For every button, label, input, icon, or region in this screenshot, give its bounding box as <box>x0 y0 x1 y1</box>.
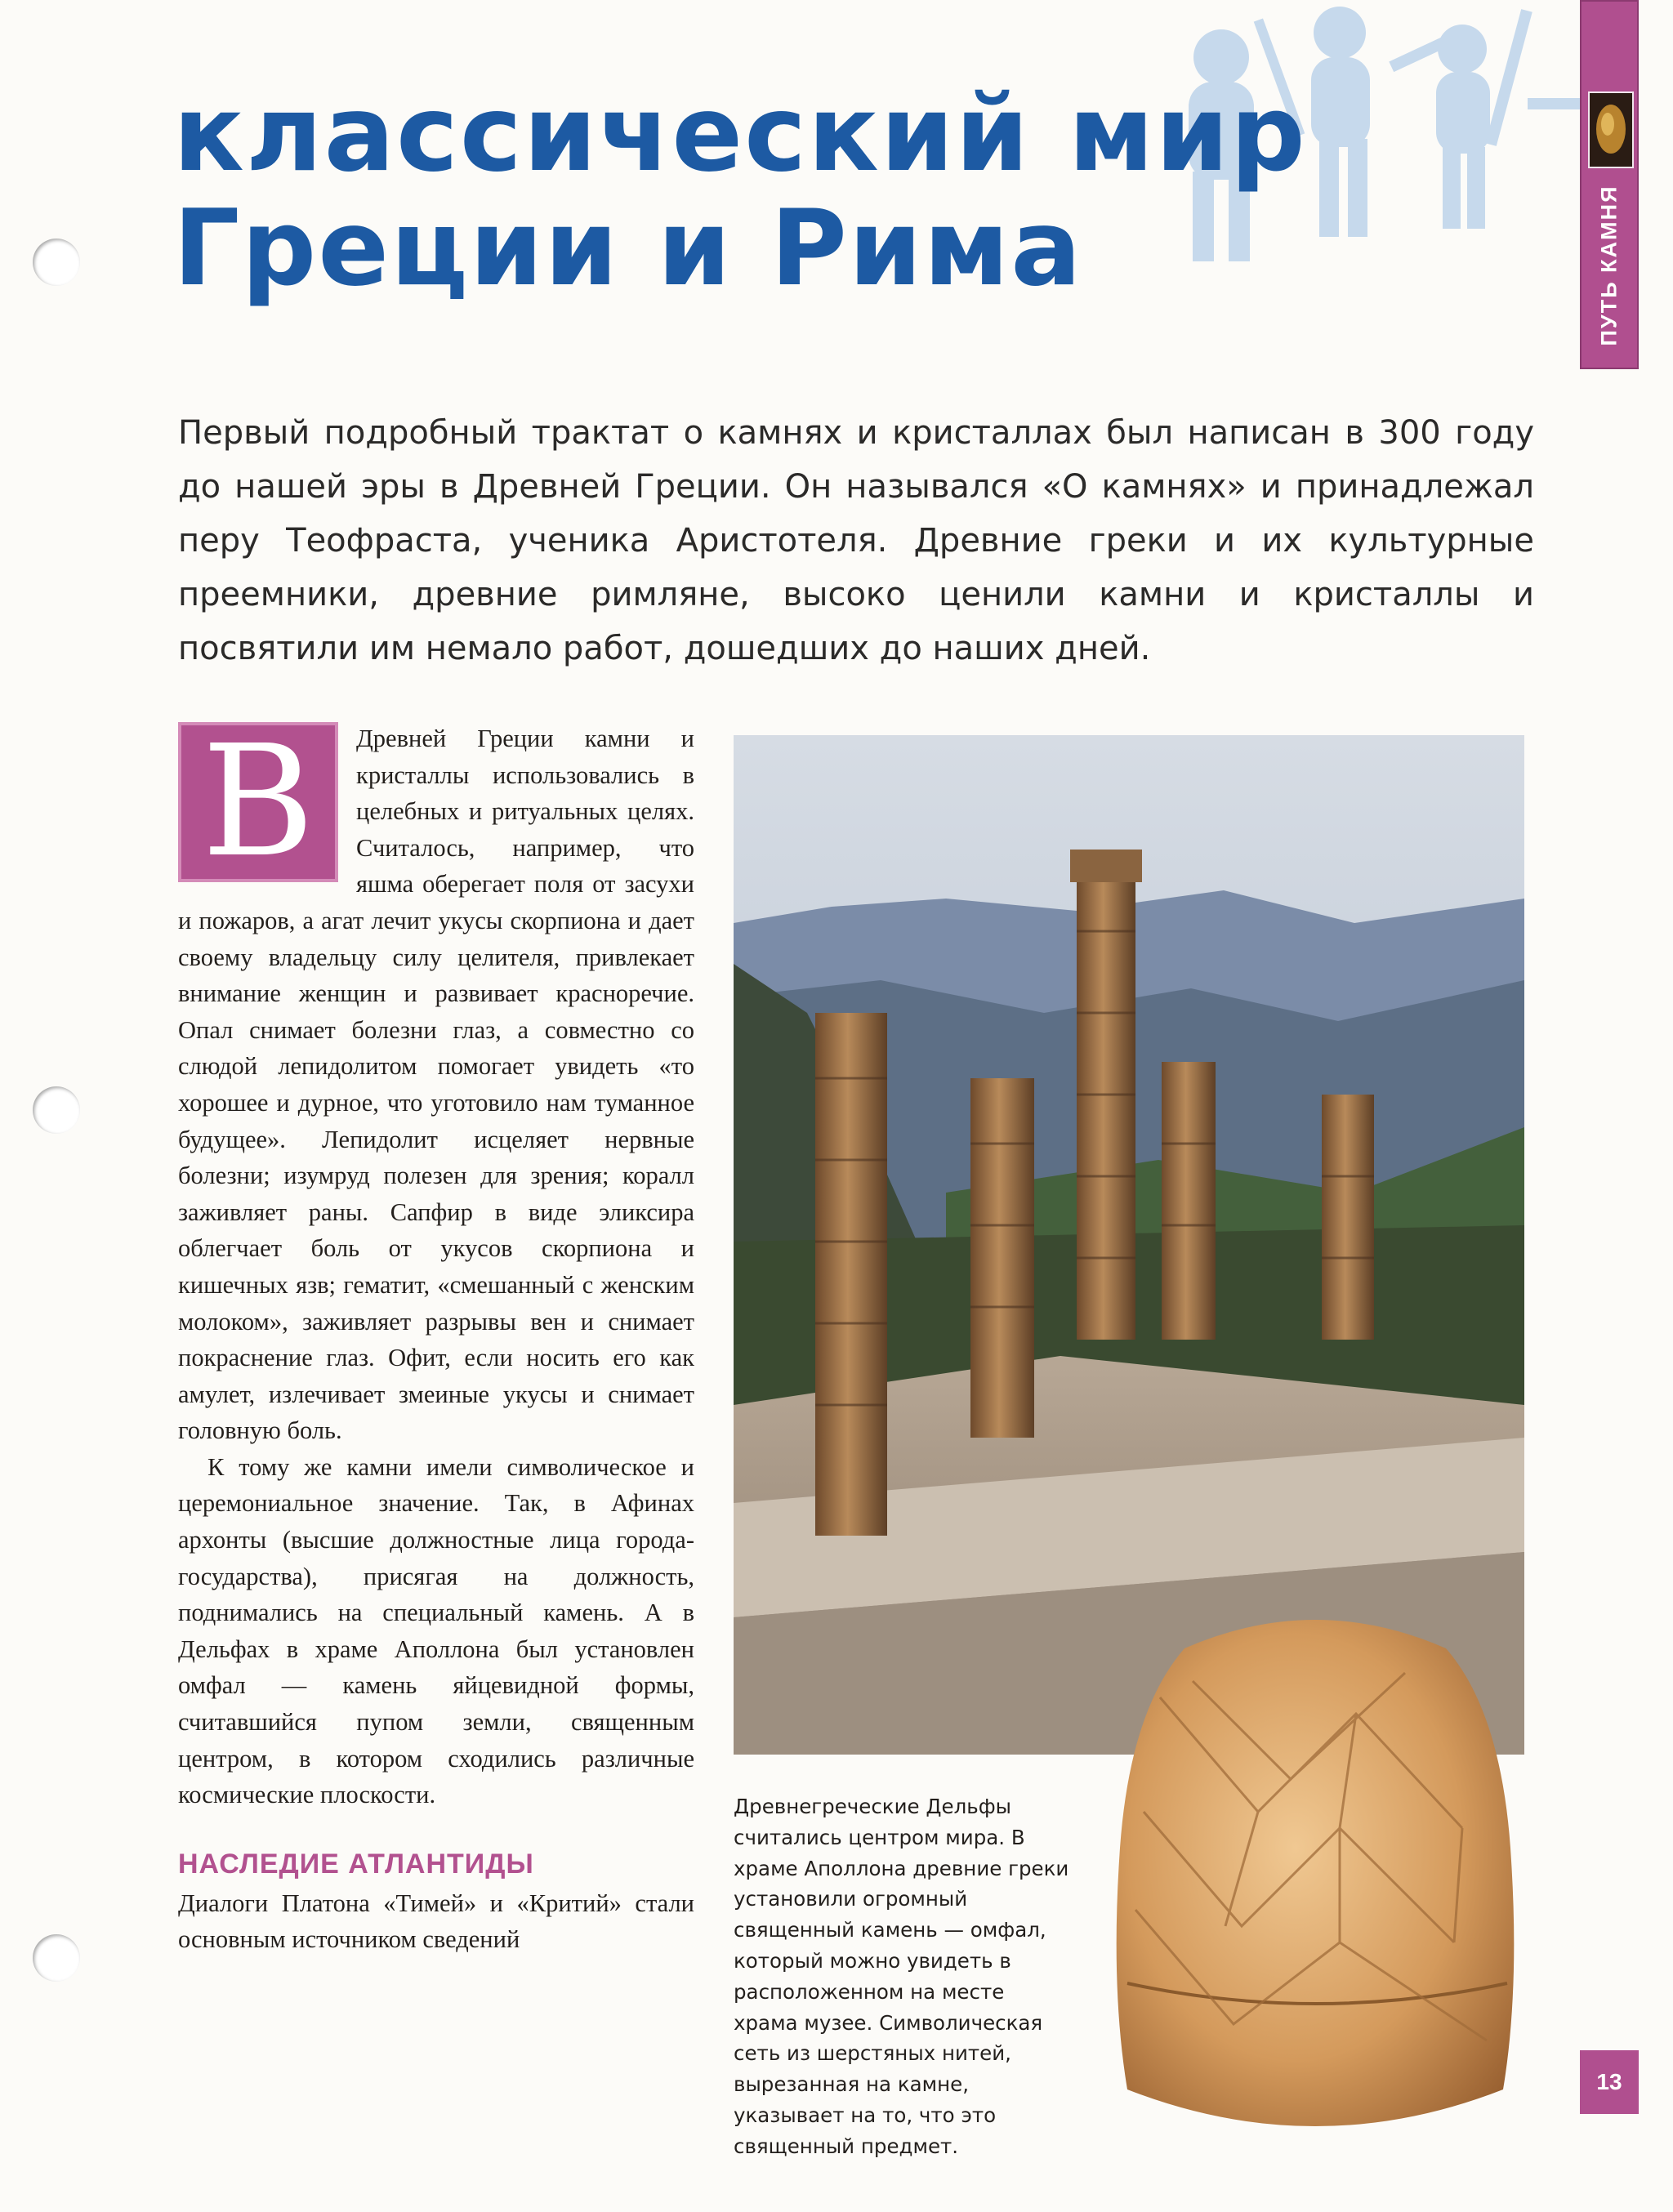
photo-caption: Древнегреческие Дельфы считались центром мира. В храме Аполлона древние греки установили огромный священный камень — омфал, который можно увидеть в расположенном на месте храма музее. Символическая сеть из шерстяных нитей, вырезанная на камне, указывает на то, что это священный предмет. <box>734 1795 1069 2158</box>
omphalos-stone-photo <box>1095 1599 1536 2163</box>
paragraph: Диалоги Платона «Тимей» и «Критий» стали основным источником сведений <box>178 1889 694 1954</box>
title-line-2: Греции и Рима <box>173 188 1083 310</box>
side-tab <box>1580 0 1639 369</box>
body-text <box>178 712 694 1958</box>
title-line-1: классический мир <box>173 74 1307 195</box>
page-title <box>173 74 1497 310</box>
binder-hole <box>33 239 80 286</box>
paragraph: К тому же камни имели символическое и церемониальное значение. Так, в Афинах архонты (высшие должностные лица города-государства), присягая на должность, поднимались на специальный камень. А в Дельфах в храме Аполлона был установлен омфал — камень яйцевидной формы, считавшийся пупом земли, священным центром, в котором сходились различные космические плоскости. <box>178 1452 694 1809</box>
subheading: НАСЛЕДИЕ АТЛАНТИДЫ <box>178 1848 534 1880</box>
section-label: ПУТЬ КАМНЯ <box>1596 185 1622 346</box>
stone-thumbnail <box>1588 91 1634 168</box>
page-number: 13 <box>1580 2050 1639 2114</box>
lead-paragraph: Первый подробный трактат о камнях и кристаллах был написан в 300 году до нашей эры в Древней Греции. Он назывался «О камнях» и принадлежал перу Теофраста, ученика Аристотеля. Древние греки и их культурные преемники, древние римляне, высоко ценили камни и кристаллы и посвятили им немало работ, дошедших до наших дней. <box>178 414 1534 667</box>
binder-hole <box>33 1086 80 1134</box>
binder-hole <box>33 1934 80 1982</box>
drop-cap: В <box>178 722 338 882</box>
paragraph: Древней Греции камни и кристаллы использовались в целебных и ритуальных целях. Считалось, например, что яшма оберегает поля от засухи и пожаров, а агат лечит укусы скорпиона и дает своему владельцу силу целителя, привлекает внимание женщин и развивает красноречие. Опал снимает болезни глаз, а совместно со слюдой лепидолитом помогает увидеть «то хорошее и дурное, что уготовило нам туманное будущее». Лепидолит исцеляет нервные болезни; изумруд полезен для зрения; коралл заживляет раны. Сапфир в виде эликсира облегчает боль от укусов скорпиона и кишечных язв; гематит, «смешанный с женским молоком», заживляет разрывы вен и снимает покраснение глаз. Офит, если носить его как амулет, излечивает змеиные укусы и снимает головную боль. <box>178 725 694 1445</box>
